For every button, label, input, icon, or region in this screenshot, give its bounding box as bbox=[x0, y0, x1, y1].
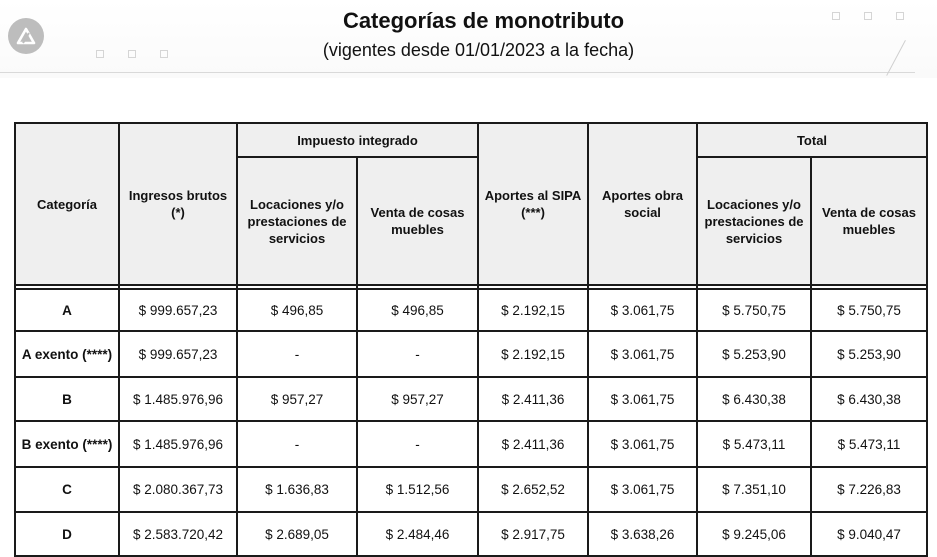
cell-categoria: A exento (****) bbox=[15, 331, 119, 377]
cell-total-venta: $ 5.253,90 bbox=[811, 331, 927, 377]
header-aportes-sipa: Aportes al SIPA (***) bbox=[478, 123, 588, 285]
cell-obra-social: $ 3.061,75 bbox=[588, 421, 697, 467]
header-divider bbox=[0, 72, 915, 73]
cell-venta: $ 2.484,46 bbox=[357, 512, 478, 556]
header-total: Total bbox=[697, 123, 927, 157]
cell-total-venta: $ 9.040,47 bbox=[811, 512, 927, 556]
cell-ingresos: $ 2.583.720,42 bbox=[119, 512, 237, 556]
cell-obra-social: $ 3.061,75 bbox=[588, 377, 697, 421]
cell-categoria: C bbox=[15, 467, 119, 512]
cell-total-venta: $ 7.226,83 bbox=[811, 467, 927, 512]
cell-total-locaciones: $ 5.473,11 bbox=[697, 421, 811, 467]
header-locaciones: Locaciones y/o prestaciones de servicios bbox=[237, 157, 357, 285]
table-row bbox=[15, 421, 927, 467]
cell-sipa: $ 2.917,75 bbox=[478, 512, 588, 556]
header-venta-cosas: Venta de cosas muebles bbox=[357, 157, 478, 285]
cell-venta: $ 957,27 bbox=[357, 377, 478, 421]
cell-venta: - bbox=[357, 421, 478, 467]
cell-locaciones: $ 2.689,05 bbox=[237, 512, 357, 556]
cell-total-locaciones: $ 5.253,90 bbox=[697, 331, 811, 377]
cell-venta: - bbox=[357, 331, 478, 377]
cell-sipa: $ 2.652,52 bbox=[478, 467, 588, 512]
table-row bbox=[15, 331, 927, 377]
table-row bbox=[15, 377, 927, 421]
cell-ingresos: $ 1.485.976,96 bbox=[119, 377, 237, 421]
cell-obra-social: $ 3.638,26 bbox=[588, 512, 697, 556]
header-ingresos-brutos: Ingresos brutos (*) bbox=[119, 123, 237, 285]
cell-locaciones: - bbox=[237, 421, 357, 467]
cell-sipa: $ 2.192,15 bbox=[478, 331, 588, 377]
cell-obra-social: $ 3.061,75 bbox=[588, 289, 697, 331]
cell-sipa: $ 2.192,15 bbox=[478, 289, 588, 331]
cell-locaciones: $ 496,85 bbox=[237, 289, 357, 331]
cell-ingresos: $ 999.657,23 bbox=[119, 331, 237, 377]
cell-sipa: $ 2.411,36 bbox=[478, 377, 588, 421]
table-row bbox=[15, 467, 927, 512]
cell-categoria: D bbox=[15, 512, 119, 556]
cell-categoria: A bbox=[15, 289, 119, 331]
cell-total-locaciones: $ 7.351,10 bbox=[697, 467, 811, 512]
cell-total-venta: $ 5.750,75 bbox=[811, 289, 927, 331]
page-subtitle: (vigentes desde 01/01/2023 a la fecha) bbox=[322, 40, 635, 60]
cell-venta: $ 496,85 bbox=[357, 289, 478, 331]
header-aportes-obra-social: Aportes obra social bbox=[588, 123, 697, 285]
table-row bbox=[15, 289, 927, 331]
cell-ingresos: $ 1.485.976,96 bbox=[119, 421, 237, 467]
cell-locaciones: $ 1.636,83 bbox=[237, 467, 357, 512]
cell-ingresos: $ 2.080.367,73 bbox=[119, 467, 237, 512]
cell-obra-social: $ 3.061,75 bbox=[588, 331, 697, 377]
header-total-locaciones: Locaciones y/o prestaciones de servicios bbox=[697, 157, 811, 285]
header-impuesto-integrado: Impuesto integrado bbox=[237, 123, 478, 157]
cell-total-locaciones: $ 5.750,75 bbox=[697, 289, 811, 331]
monotributo-table bbox=[14, 122, 928, 557]
cell-total-venta: $ 5.473,11 bbox=[811, 421, 927, 467]
cell-obra-social: $ 3.061,75 bbox=[588, 467, 697, 512]
cell-categoria: B bbox=[15, 377, 119, 421]
page-title: Categorías de monotributo bbox=[342, 8, 625, 33]
cell-locaciones: - bbox=[237, 331, 357, 377]
cell-sipa: $ 2.411,36 bbox=[478, 421, 588, 467]
cell-total-locaciones: $ 9.245,06 bbox=[697, 512, 811, 556]
page-header bbox=[0, 0, 937, 78]
cell-locaciones: $ 957,27 bbox=[237, 377, 357, 421]
table-row bbox=[15, 512, 927, 556]
header-total-venta: Venta de cosas muebles bbox=[811, 157, 927, 285]
cell-total-locaciones: $ 6.430,38 bbox=[697, 377, 811, 421]
header-categoria: Categoría bbox=[15, 123, 119, 285]
cell-ingresos: $ 999.657,23 bbox=[119, 289, 237, 331]
cell-venta: $ 1.512,56 bbox=[357, 467, 478, 512]
cell-total-venta: $ 6.430,38 bbox=[811, 377, 927, 421]
cell-categoria: B exento (****) bbox=[15, 421, 119, 467]
